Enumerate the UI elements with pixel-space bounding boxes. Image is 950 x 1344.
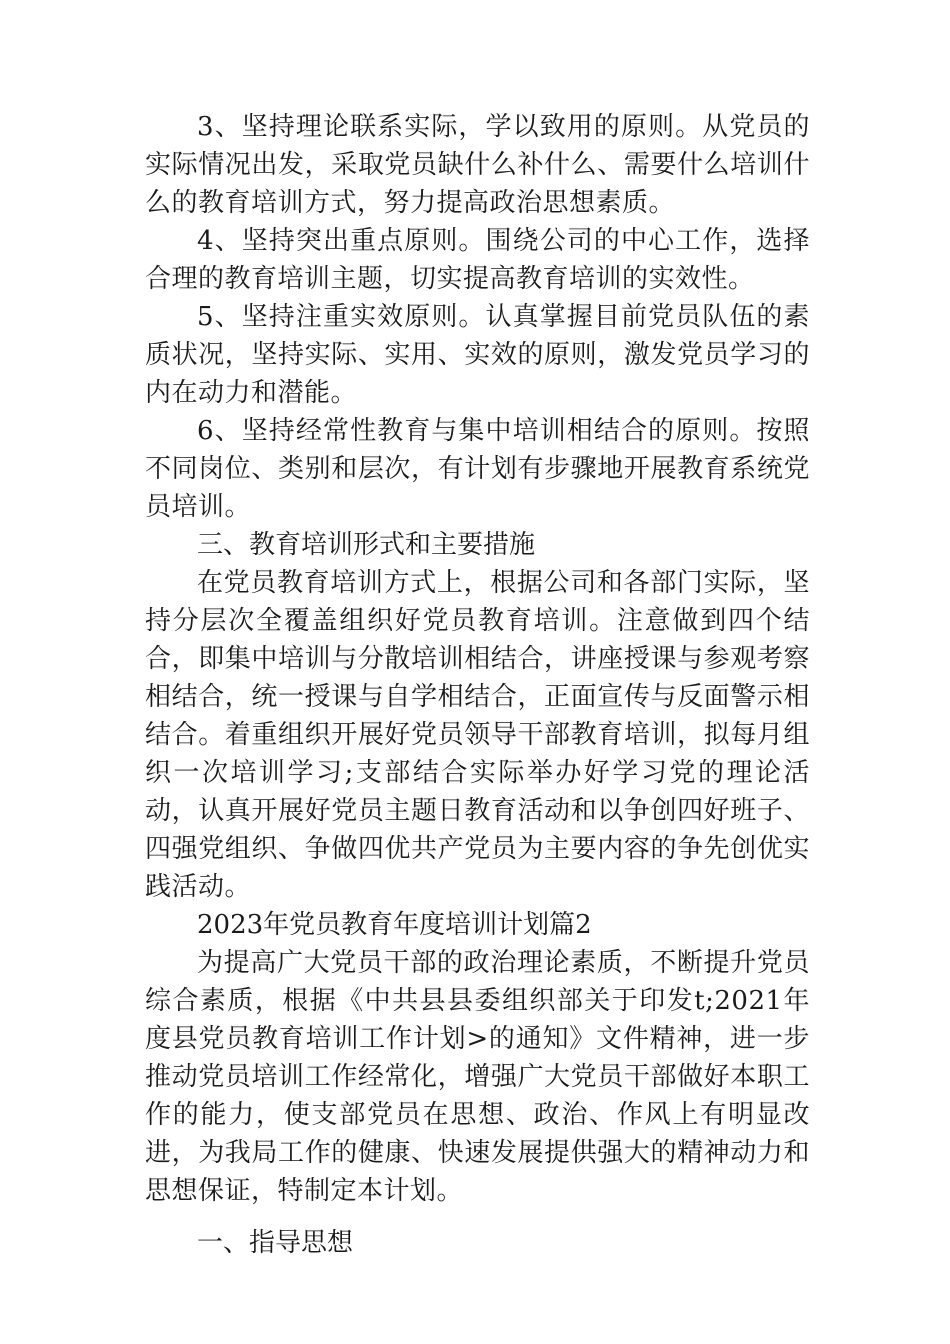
section-heading-training-forms: 三、教育培训形式和主要措施 xyxy=(197,530,536,560)
paragraph-principle-3: 3、坚持理论联系实际，学以致用的原则。从党员的实际情况出发，采取党员缺什么补什么、需要什么培训什么的教育培训方式，努力提高政治思想素质。 xyxy=(145,112,810,218)
paragraph-training-methods: 在党员教育培训方式上，根据公司和各部门实际，坚持分层次全覆盖组织好党员教育培训。注意做到四个结合，即集中培训与分散培训相结合，讲座授课与参观考察相结合，统一授课与自学相结合，正面宣传与反面警示相结合。着重组织开展好党员领导干部教育培训，拟每月组织一次培训学习;支部结合实际举办好学习党的理论活动，认真开展好党员主题日教育活动和以争创四好班子、四强党组织、争做四优共产党员为主要内容的争先创优实践活动。 xyxy=(145,568,810,902)
paragraph-plan-intro: 为提高广大党员干部的政治理论素质，不断提升党员综合素质，根据《中共县县委组织部关于印发t;2021年度县党员教育培训工作计划>的通知》文件精神，进一步推动党员培训工作经常化，增强广大党员干部做好本职工作的能力，使支部党员在思想、政治、作风上有明显改进，为我局工作的健康、快速发展提供强大的精神动力和思想保证，特制定本计划。 xyxy=(145,948,810,1206)
document-body xyxy=(145,108,810,1262)
paragraph-principle-4: 4、坚持突出重点原则。围绕公司的中心工作，选择合理的教育培训主题，切实提高教育培训的实效性。 xyxy=(145,226,810,294)
article-title-plan-2: 2023年党员教育年度培训计划篇2 xyxy=(197,910,592,940)
section-heading-guiding-ideology: 一、指导思想 xyxy=(197,1228,354,1258)
paragraph-principle-6: 6、坚持经常性教育与集中培训相结合的原则。按照不同岗位、类别和层次，有计划有步骤地开展教育系统党员培训。 xyxy=(145,416,810,522)
paragraph-principle-5: 5、坚持注重实效原则。认真掌握目前党员队伍的素质状况，坚持实际、实用、实效的原则，激发党员学习的内在动力和潜能。 xyxy=(145,302,810,408)
